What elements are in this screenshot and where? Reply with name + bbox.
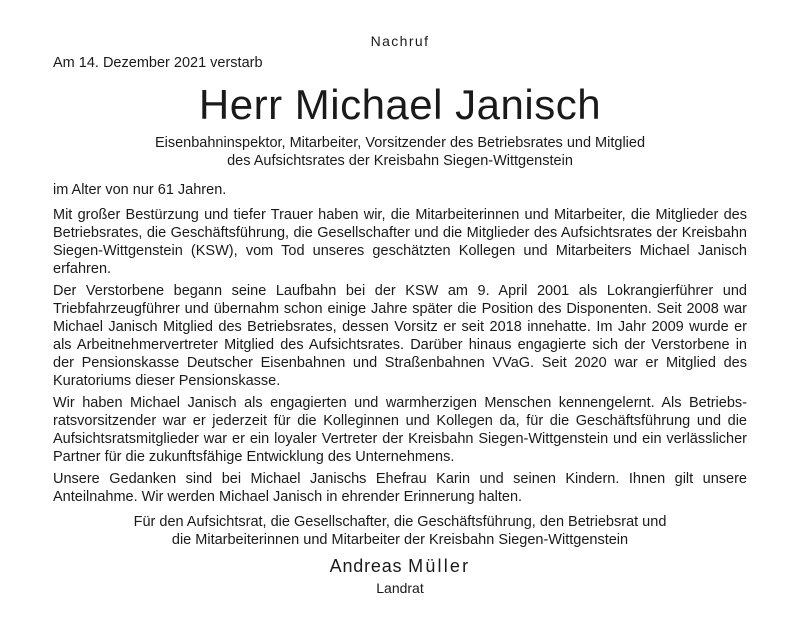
signer-last-name: Müller <box>408 556 471 576</box>
age-line: im Alter von nur 61 Jahren. <box>53 182 227 198</box>
role-description <box>0 134 800 170</box>
paragraph-career: Der Verstorbene begann seine Laufbahn bei der KSW am 9. April 2001 als Lokrangierführer und Triebfahrzeugführer und übernahm schon einige Jahre später die Position des Disponenten. Seit 2008 war Michael Janisch Mitglied des Betriebsrates, dessen Vorsitz er seit 2018 innehatte. Im Jahr 2009 wurde er als Arbeitnehmervertreter Mitglied des Aufsichtsrates. Darüber hinaus engagierte sich der Verstorbene in der Pensionskasse Deutscher Eisenbahnen und Straßenbahnen VVaG. Seit 2020 war er Mitglied des Kuratoriums dieser Pensionskasse. <box>53 283 747 389</box>
paragraph-character: Wir haben Michael Janisch als engagierten und warmherzigen Menschen kennengelernt. Als Betriebsratsvorsitzender war er jederzeit für die Kolleginnen und Kollegen da, für die Geschäftsführung und die Aufsichtsratsmitglieder war er ein loyaler Vertreter der Kreisbahn Siegen-Wittgenstein und ein verlässlicher Partner für die zukunftsfähige Entwicklung des Unternehmens. <box>53 395 747 465</box>
role-line-1: Eisenbahninspektor, Mitarbeiter, Vorsitzender des Betriebsrates und Mitglied <box>154 135 646 151</box>
deceased-name: Herr Michael Janisch <box>198 81 602 128</box>
paragraph-condolence: Mit großer Bestürzung und tiefer Trauer haben wir, die Mitarbeiterinnen und Mitarbeiter, die Mitglieder des Betriebsrates, die Geschäftsführung, die Gesellschafter und die Mitglieder des Aufsichtsrates der Kreisbahn Siegen-Wittgenstein (KSW), vom Tod unseres geschätzten Kollegen und Mitarbeiters Michael Janisch erfahren. <box>53 207 747 277</box>
signer-first-name: Andreas <box>329 556 403 576</box>
signoff <box>0 513 800 549</box>
signer-title: Landrat <box>376 580 424 596</box>
notice-body <box>53 206 747 510</box>
paragraph-family: Unsere Gedanken sind bei Michael Janischs Ehefrau Karin und seinen Kindern. Ihnen gilt unsere Anteilnahme. Wir werden Michael Janisch in ehrender Erinnerung halten. <box>53 471 747 505</box>
signoff-line-2: die Mitarbeiterinnen und Mitarbeiter der Kreisbahn Siegen-Wittgenstein <box>171 532 629 548</box>
signoff-line-1: Für den Aufsichtsrat, die Gesellschafter, die Geschäftsführung, den Betriebsrat und <box>133 514 667 530</box>
notice-heading: Nachruf <box>370 33 430 49</box>
role-line-2: des Aufsichtsrates der Kreisbahn Siegen-Wittgenstein <box>227 153 573 169</box>
intro-line: Am 14. Dezember 2021 verstarb <box>53 55 263 71</box>
signer-name <box>0 556 800 577</box>
